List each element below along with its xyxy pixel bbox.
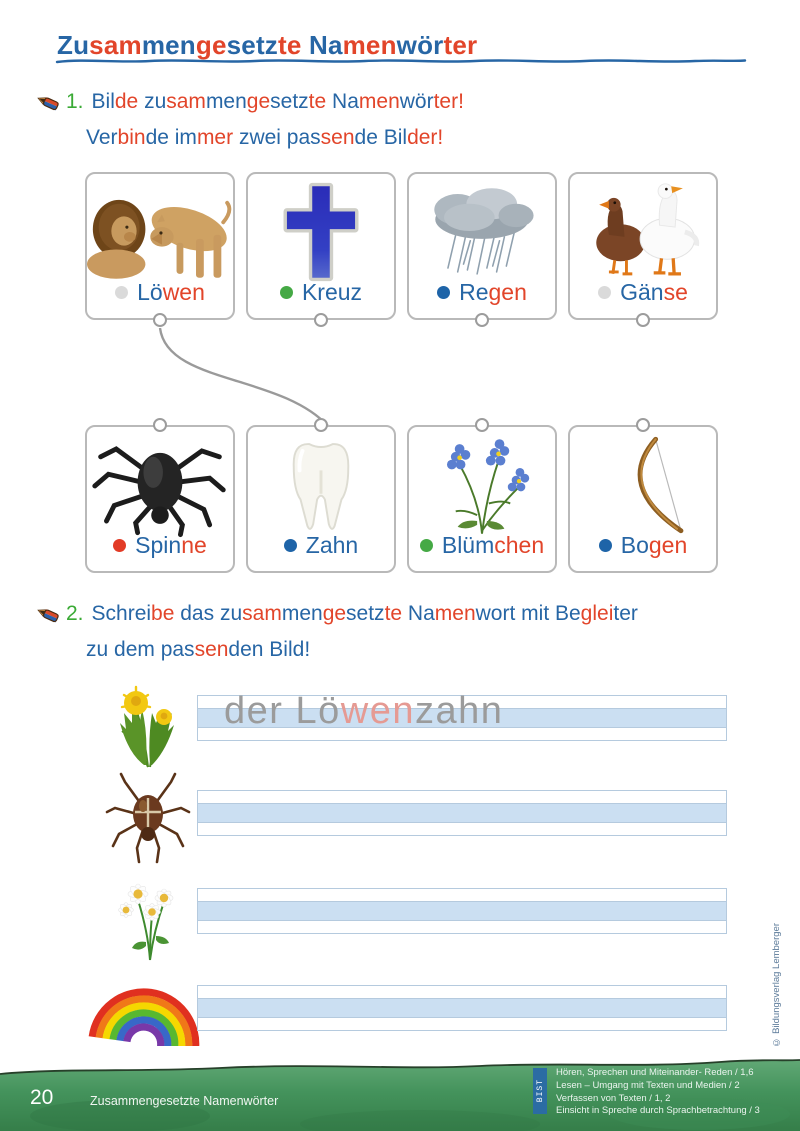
pencil-icon [36,603,62,627]
cards-row-2 [85,425,718,573]
cross-image [248,178,394,286]
bist-standards [556,1067,760,1118]
page-title: Zusammengesetzte Namenwörter [57,30,478,60]
lions-image [87,178,233,286]
connector-circle[interactable] [153,313,167,327]
task2-instruction-line2: zu dem passenden Bild! [86,638,311,661]
label-dot [599,539,612,552]
pencil-icon [36,91,62,115]
card-label: Spinne [135,532,207,558]
trace-text: der Löwenzahn [224,690,504,732]
label-dot [113,539,126,552]
geese-image [570,178,716,286]
task1-number: 1. [66,90,84,113]
spider-image [87,431,233,539]
connector-circle[interactable] [475,418,489,432]
card-gaense [568,172,718,320]
connector-circle[interactable] [636,418,650,432]
label-dot [437,286,450,299]
label-dot [420,539,433,552]
bist-standards-line: Verfassen von Texten / 1, 2 [556,1092,671,1104]
card-bogen [568,425,718,573]
bow-image [570,431,716,539]
copyright-vertical: © Bildungsverlag Lemberger [771,923,782,1048]
bist-standards-line: Hören, Sprechen und Miteinander- Reden / 1,6 [556,1067,754,1078]
card-label: Kreuz [301,279,363,305]
cards-row-1 [85,172,718,320]
connector-circle[interactable] [314,313,328,327]
card-label: Regen [459,279,527,305]
title-underline [55,56,747,66]
task1-instruction-line2: Verbinde immer zwei passende Bilder! [86,126,444,149]
card-label: Blümchen [441,532,545,558]
card-bluemchen [407,425,557,573]
writing-lines-row2[interactable] [197,790,727,836]
card-zahn [246,425,396,573]
page-number: 20 [30,1086,54,1109]
card-label: Bogen [620,532,688,558]
task2-number: 2. [66,602,84,625]
bist-standards-line: Einsicht in Spreche durch Sprachbetrachtung / 3 [556,1105,760,1117]
label-dot [115,286,128,299]
card-label: Gänse [620,279,688,305]
bist-label: BIST [535,1079,545,1103]
label-dot [284,539,297,552]
writing-lines-row3[interactable] [197,888,727,934]
rain-cloud-image [409,178,555,286]
card-kreuz [246,172,396,320]
dandelion-image [98,683,198,769]
footer-title: Zusammengesetzte Namenwörter [90,1094,279,1108]
label-dot [598,286,611,299]
card-label: Löwen [137,279,205,305]
task2-section [36,596,638,668]
garden-spider-image [103,772,193,864]
rainbow-image [84,962,204,1046]
bist-standards-line: Lesen – Umgang mit Texten und Medien / 2 [556,1079,740,1091]
task1-instruction-line1: Bilde zusammengesetzte Namenwörter! [91,90,464,113]
connector-circle[interactable] [475,313,489,327]
connector-circle[interactable] [314,418,328,432]
card-spinne [85,425,235,573]
writing-lines-row1[interactable] [197,690,727,741]
connector-circle[interactable] [636,313,650,327]
connector-circle[interactable] [153,418,167,432]
task2-instruction-line1: Schreibe das zusammengesetzte Namenwort mit Begleiter [91,602,638,625]
task1-section [36,84,464,156]
daisies-image [108,872,192,962]
tooth-image [248,431,394,539]
writing-lines-row4[interactable] [197,985,727,1031]
footer-hill [0,1056,800,1131]
bist-badge [533,1068,547,1114]
card-regen [407,172,557,320]
label-dot [280,286,293,299]
flowers-image [409,431,555,539]
card-loewen [85,172,235,320]
card-label: Zahn [305,532,359,558]
connection-curve [85,322,385,434]
